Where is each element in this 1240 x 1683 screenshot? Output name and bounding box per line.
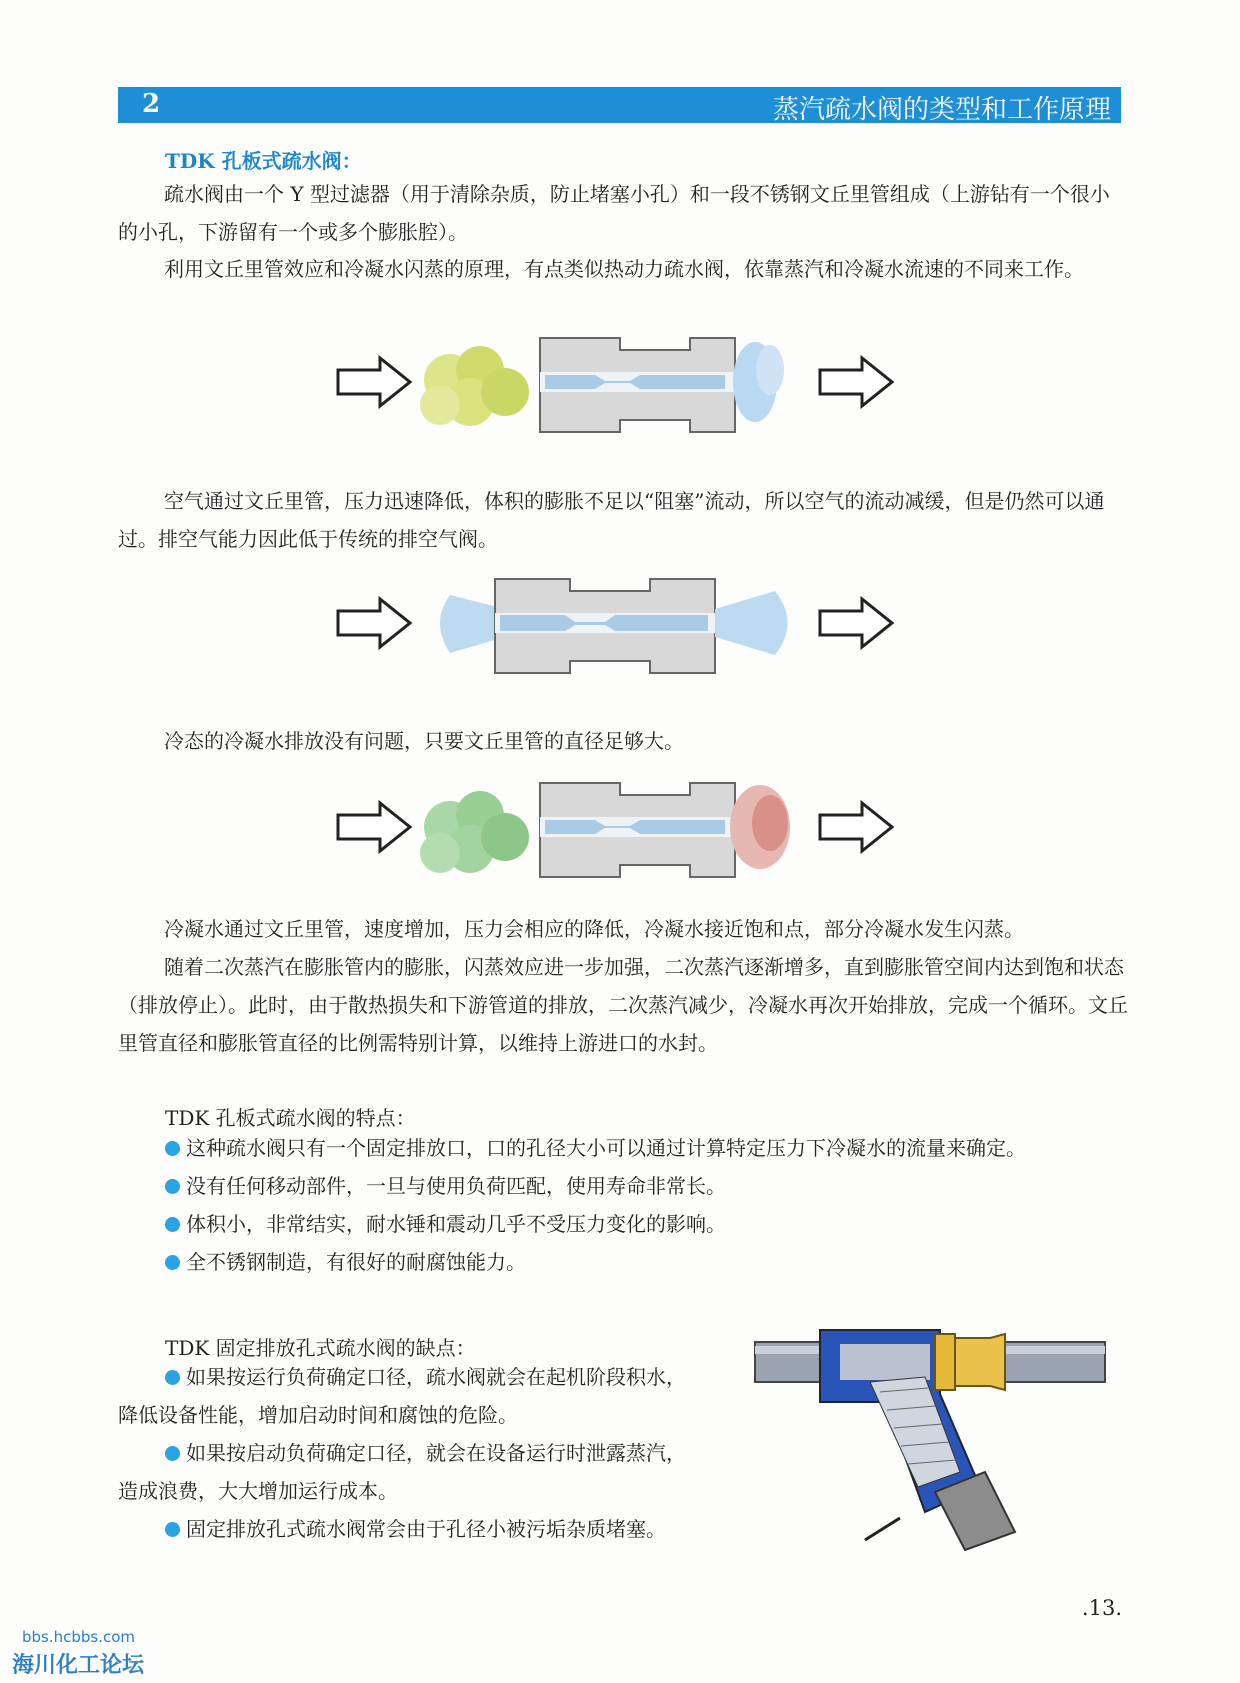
bullet-dot-icon	[165, 1446, 180, 1461]
bullet-dot-icon	[165, 1370, 180, 1385]
chapter-number: 2	[142, 89, 161, 119]
feature-item: 没有任何移动部件，一旦与使用负荷匹配，使用寿命非常长。	[165, 1167, 726, 1205]
inlet-arrow-icon	[338, 599, 410, 647]
feature-item: 体积小，非常结实，耐水锤和震动几乎不受压力变化的影响。	[165, 1205, 726, 1243]
venturi-air-diagram	[330, 575, 910, 685]
drawback-item: 如果按运行负荷确定口径，疏水阀就会在起机阶段积水，	[165, 1358, 686, 1396]
outlet-arrow-icon	[820, 599, 892, 647]
drawback-item: 固定排放孔式疏水阀常会由于孔径小被污垢杂质堵塞。	[165, 1510, 666, 1548]
bullet-dot-icon	[165, 1141, 180, 1156]
feature-item: 全不锈钢制造，有很好的耐腐蚀能力。	[165, 1243, 526, 1281]
condensate-cloud-icon	[420, 791, 529, 873]
venturi-body	[540, 338, 735, 432]
y-strainer-trap-illustration	[750, 1322, 1110, 1552]
paragraph-principle: 利用文丘里管效应和冷凝水闪蒸的原理，有点类似热动力疏水阀，依靠蒸汽和冷凝水流速的不同来工作。	[164, 257, 1084, 281]
venturi-steam-diagram	[330, 330, 910, 440]
flash-steam-icon	[730, 785, 790, 869]
features-title: TDK 孔板式疏水阀的特点：	[165, 1106, 416, 1130]
venturi-condensate-diagram	[330, 775, 910, 885]
paragraph-structure: 疏水阀由一个 Y 型过滤器（用于清除杂质，防止堵塞小孔）和一段不锈钢文丘里管组成（上游钻有一个很小的小孔，下游留有一个或多个膨胀腔）。	[118, 182, 1110, 244]
paragraph-cold-condensate: 冷态的冷凝水排放没有问题，只要文丘里管的直径足够大。	[164, 729, 684, 753]
page-header-bar	[118, 87, 1121, 123]
watermark-logo: 海川化工论坛	[12, 1653, 145, 1678]
steam-cloud-icon	[420, 346, 529, 426]
inlet-arrow-icon	[338, 358, 410, 406]
bullet-dot-icon	[165, 1217, 180, 1232]
outlet-spray-icon	[733, 342, 784, 422]
bullet-dot-icon	[165, 1179, 180, 1194]
paragraph-flash: 冷凝水通过文丘里管，速度增加，压力会相应的降低，冷凝水接近饱和点，部分冷凝水发生闪蒸。	[164, 917, 1024, 941]
outlet-air-icon	[715, 591, 788, 655]
chapter-title: 蒸汽疏水阀的类型和工作原理	[772, 95, 1111, 125]
paragraph-cycle: 随着二次蒸汽在膨胀管内的膨胀，闪蒸效应进一步加强，二次蒸汽逐渐增多，直到膨胀管空间内达到饱和状态（排放停止）。此时，由于散热损失和下游管道的排放，二次蒸汽减少，冷凝水再次开始排放，完成一个循环。文丘里管直径和膨胀管直径的比例需特别计算，以维持上游进口的水封。	[118, 955, 1128, 1055]
watermark-url: bbs.hcbbs.com	[22, 1628, 136, 1646]
drawback-item-cont: 降低设备性能，增加启动时间和腐蚀的危险。	[118, 1403, 518, 1427]
valve-handle	[865, 1518, 900, 1540]
drawback-item: 如果按启动负荷确定口径，就会在设备运行时泄露蒸汽，	[165, 1434, 686, 1472]
bullet-dot-icon	[165, 1522, 180, 1537]
venturi-body	[495, 579, 715, 673]
page-number: .13.	[1081, 1596, 1122, 1620]
venturi-body	[540, 783, 735, 877]
outlet-arrow-icon	[820, 358, 892, 406]
section-title: TDK 孔板式疏水阀：	[165, 149, 362, 173]
orifice-fitting	[935, 1334, 955, 1390]
inlet-arrow-icon	[338, 803, 410, 851]
drawbacks-title: TDK 固定排放孔式疏水阀的缺点：	[165, 1336, 476, 1360]
paragraph-air: 空气通过文丘里管，压力迅速降低，体积的膨胀不足以“阻塞”流动，所以空气的流动减缓，但是仍然可以通过。排空气能力因此低于传统的排空气阀。	[118, 489, 1105, 551]
drawback-item-cont: 造成浪费，大大增加运行成本。	[118, 1479, 398, 1503]
bullet-dot-icon	[165, 1255, 180, 1270]
feature-item: 这种疏水阀只有一个固定排放口，口的孔径大小可以通过计算特定压力下冷凝水的流量来确定。	[165, 1129, 1026, 1167]
outlet-arrow-icon	[820, 803, 892, 851]
